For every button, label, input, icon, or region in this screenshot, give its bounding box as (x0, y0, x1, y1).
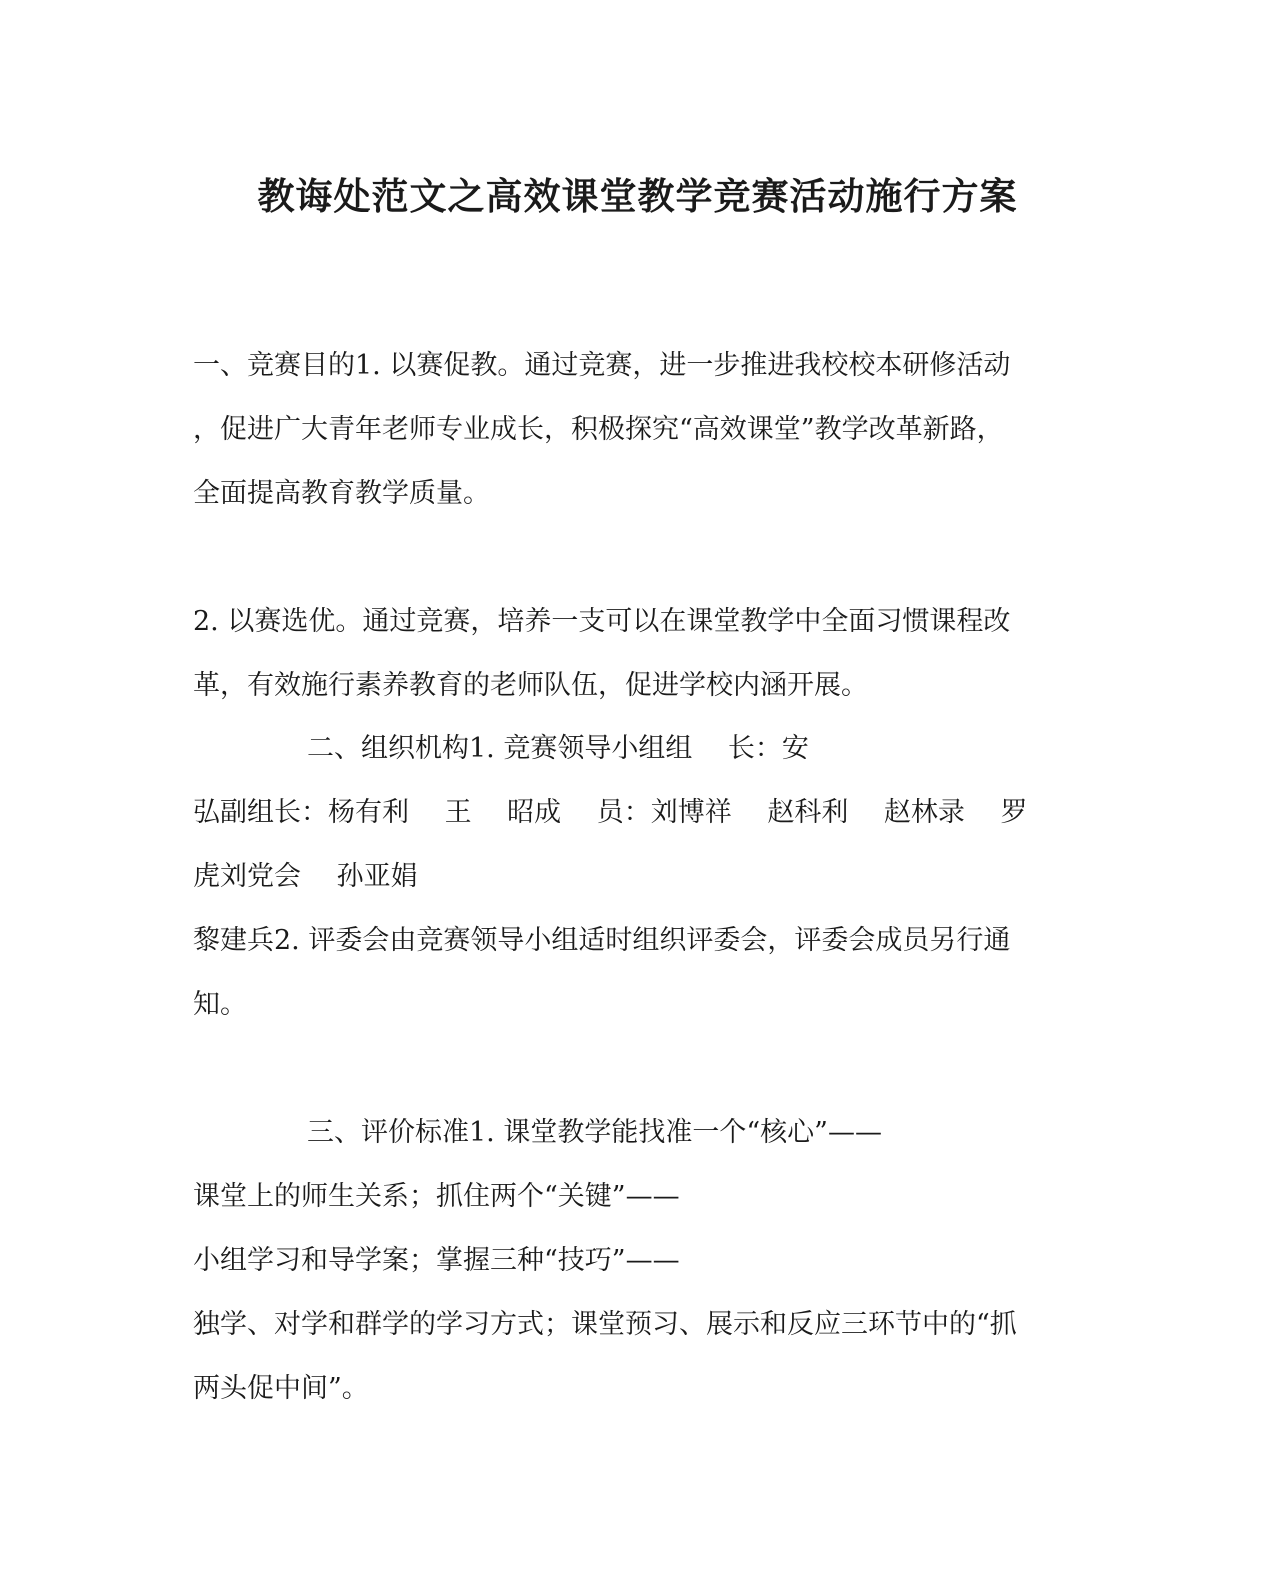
paragraph-line: ，促进广大青年老师专业成长，积极探究“高效课堂”教学改革新路， (193, 414, 1004, 445)
paragraph-line: 课堂上的师生关系；抓住两个“关键”—— (193, 1181, 680, 1212)
paragraph-line: 一、竞赛目的1. 以赛促教。通过竞赛，进一步推进我校校本研修活动 (193, 350, 1011, 381)
paragraph-line: 小组学习和导学案；掌握三种“技巧”—— (193, 1245, 680, 1276)
paragraph-line: 黎建兵2. 评委会由竞赛领导小组适时组织评委会，评委会成员另行通 (193, 925, 1011, 956)
paragraph-line: 知。 (193, 989, 247, 1020)
paragraph-line: 两头促中间”。 (193, 1373, 369, 1404)
paragraph-line: 全面提高教育教学质量。 (193, 478, 490, 509)
paragraph-line: 革，有效施行素养教育的老师队伍，促进学校内涵开展。 (193, 670, 868, 701)
paragraph-line: 独学、对学和群学的学习方式；课堂预习、展示和反应三环节中的“抓 (193, 1309, 1017, 1340)
paragraph-line: 2. 以赛选优。通过竞赛，培养一支可以在课堂教学中全面习惯课程改 (193, 606, 1011, 637)
paragraph-line: 虎刘党会 孙亚娟 (193, 861, 418, 892)
section-heading-line: 二、组织机构1. 竞赛领导小组组 长：安 (307, 733, 809, 764)
paragraph-line: 弘副组长：杨有利 王 昭成 员：刘博祥 赵科利 赵林录 罗 (193, 797, 1028, 828)
section-heading-line: 三、评价标准1. 课堂教学能找准一个“核心”—— (307, 1117, 882, 1148)
document-title: 教诲处范文之高效课堂教学竞赛活动施行方案 (257, 174, 1018, 218)
